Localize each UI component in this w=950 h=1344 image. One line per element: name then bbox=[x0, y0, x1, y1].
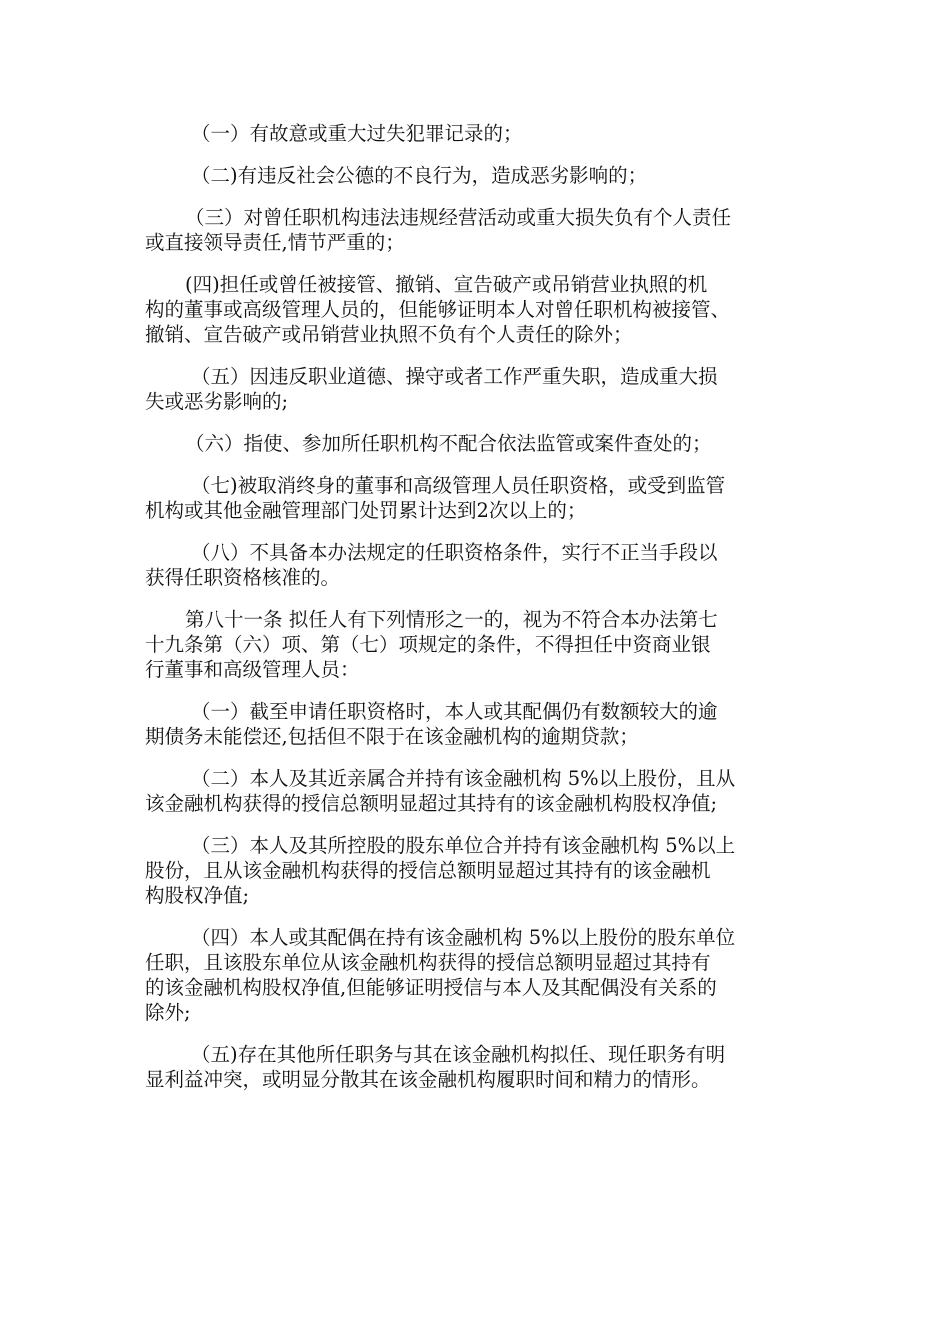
paragraph-line: 显利益冲突，或明显分散其在该金融机构履职时间和精力的情形。 bbox=[145, 1068, 711, 1091]
clause-paragraph-2 bbox=[145, 163, 805, 188]
clause-paragraph-10 bbox=[145, 766, 805, 816]
paragraph-line: （一）截至申请任职资格时，本人或其配偶仍有数额较大的逾 bbox=[191, 700, 718, 723]
paragraph-line: （二)有违反社会公德的不良行为，造成恶劣影响的； bbox=[191, 164, 648, 187]
paragraph-line: （二）本人及其近亲属合并持有该金融机构 5%以上股份，且从 bbox=[191, 767, 736, 790]
clause-paragraph-7 bbox=[145, 473, 805, 523]
paragraph-line: 十九条第（六）项、第（七）项规定的条件，不得担任中资商业银 bbox=[145, 633, 711, 656]
paragraph-line: 行董事和高级管理人员： bbox=[145, 658, 360, 681]
clause-paragraph-4 bbox=[145, 272, 805, 347]
paragraph-line: 股份，且从该金融机构获得的授信总额明显超过其持有的该金融机 bbox=[145, 859, 711, 882]
paragraph-line: 构的董事或高级管理人员的，但能够证明本人对曾任职机构被接管、 bbox=[145, 298, 731, 321]
paragraph-line: （五)存在其他所任职务与其在该金融机构拟任、现任职务有明 bbox=[191, 1043, 726, 1066]
clause-paragraph-12 bbox=[145, 925, 805, 1025]
clause-paragraph-6 bbox=[145, 431, 805, 456]
paragraph-line: （五）因违反职业道德、操守或者工作严重失职，造成重大损 bbox=[191, 365, 718, 388]
paragraph-line: 构股权净值; bbox=[145, 884, 250, 907]
paragraph-line: 第八十一条 拟任人有下列情形之一的，视为不符合本办法第七 bbox=[185, 608, 718, 631]
paragraph-line: (四)担任或曾任被接管、撤销、宣告破产或吊销营业执照的机 bbox=[185, 273, 708, 296]
clause-paragraph-8 bbox=[145, 540, 805, 590]
article-paragraph bbox=[145, 607, 805, 682]
clause-paragraph-11 bbox=[145, 833, 805, 908]
clause-paragraph-5 bbox=[145, 364, 805, 414]
paragraph-line: 任职，且该股东单位从该金融机构获得的授信总额明显超过其持有 bbox=[145, 951, 711, 974]
paragraph-line: （六）指使、参加所任职机构不配合依法监管或案件查处的； bbox=[185, 432, 712, 455]
paragraph-line: （三）本人及其所控股的股东单位合并持有该金融机构 5%以上 bbox=[191, 834, 736, 857]
paragraph-line: （三）对曾任职机构违法违规经营活动或重大损失负有个人责任 bbox=[185, 206, 732, 229]
document-body bbox=[145, 121, 805, 1109]
clause-paragraph-13 bbox=[145, 1042, 805, 1092]
paragraph-line: （一）有故意或重大过失犯罪记录的； bbox=[191, 122, 523, 145]
paragraph-line: 期债务未能偿还,包括但不限于在该金融机构的逾期贷款； bbox=[145, 725, 639, 748]
paragraph-line: 机构或其他金融管理部门处罚累计达到2次以上的； bbox=[145, 499, 587, 522]
paragraph-line: （七)被取消终身的董事和高级管理人员任职资格，或受到监管 bbox=[191, 474, 726, 497]
paragraph-line: 撤销、宣告破产或吊销营业执照不负有个人责任的除外； bbox=[145, 323, 633, 346]
paragraph-line: 或直接领导责任,情节严重的； bbox=[145, 231, 405, 254]
paragraph-line: 失或恶劣影响的; bbox=[145, 390, 289, 413]
paragraph-line: 除外; bbox=[145, 1001, 191, 1024]
paragraph-line: （四）本人或其配偶在持有该金融机构 5%以上股份的股东单位 bbox=[191, 926, 736, 949]
clause-paragraph-3 bbox=[145, 205, 805, 255]
paragraph-line: 该金融机构获得的授信总额明显超过其持有的该金融机构股权净值; bbox=[145, 792, 718, 815]
clause-paragraph-9 bbox=[145, 699, 805, 749]
paragraph-line: 的该金融机构股权净值,但能够证明授信与本人及其配偶没有关系的 bbox=[145, 976, 717, 999]
paragraph-line: （八）不具备本办法规定的任职资格条件，实行不正当手段以 bbox=[191, 541, 718, 564]
paragraph-line: 获得任职资格核准的。 bbox=[145, 566, 341, 589]
clause-paragraph-1 bbox=[145, 121, 805, 146]
